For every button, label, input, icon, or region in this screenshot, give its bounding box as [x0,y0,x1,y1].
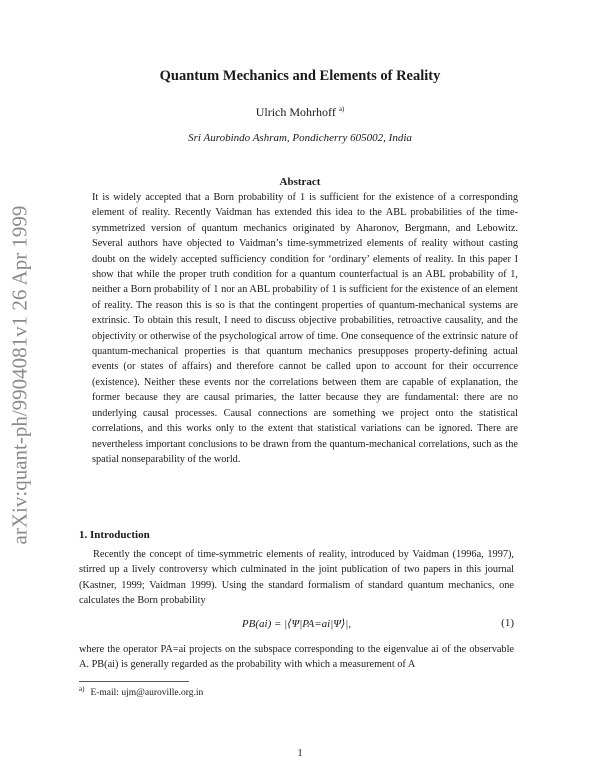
author-affiliation: Sri Aurobindo Ashram, Pondicherry 605002, India [188,132,412,144]
author-line [0,105,600,120]
section-heading-introduction: 1. Introduction [79,529,150,541]
footnote-mark: a) [79,685,85,693]
intro-paragraph-1: Recently the concept of time-symmetric elements of reality, introduced by Vaidman (1996a, 1997), stirred up a lively controversy which culminated in the joint publication of two papers in this journal (Kastner, 1999; Vaidman 1999). Using the standard formalism of standard quantum mechanics, one calculates the Born probability [79,549,514,607]
equation-body: PB(ai) = |⟨Ψ|PA=ai|Ψ⟩|, [241,618,352,630]
abstract-text: It is widely accepted that a Born probability of 1 is sufficient for the existence of a corresponding element of reality. Recently Vaidman has extended this idea to the ABL probabilities of the time-symmetrized version of quantum mechanics originated by Aharonov, Bergmann, and Lebowitz. Several authors have objected to Vaidman’s time-symmetrized elements of reality without casting doubt on the widely accepted sufficiency condition for ‘ordinary’ elements of reality. In this paper I show that while the proper truth condition for a quantum counterfactual is an ABL probability of 1, neither a Born probability of 1 nor an ABL probability of 1 is sufficient for the existence of an element of reality. The reason this is so is that the contingent properties of quantum-mechanical systems are extrinsic. To obtain this result, I need to discuss objective probabilities, retroactive causality, and the objectivity or otherwise of the psychological arrow of time. One consequence of the extrinsic nature of quantum-mechanical properties is that quantum mechanics presupposes property-defining actual events (or states of affairs) and therefore cannot be called upon to account for their occurrence (existence). Neither these events nor the correlations between them are capable of explanation, the former because they are causal primaries, the latter because they are fundamental: there are no underlying causal processes. Causal connections are something we project onto the statistical correlations, and this works only to the extent that statistical variations can be ignored. There are nevertheless important conclusions to be drawn from the quantum-mechanical correlations, such as the spatial nonseparability of the world. [92,192,518,465]
paper-title: Quantum Mechanics and Elements of Reality [159,68,441,84]
arxiv-identifier: arXiv:quant-ph/9904081v1 26 Apr 1999 [7,205,32,545]
footnote [79,685,203,698]
author-name: Ulrich Mohrhoff [255,105,336,119]
intro-paragraph-2: where the operator PA=ai projects on the subspace corresponding to the eigenvalue ai of the observable A. PB(ai) is generally regarded as the probability with which a measurement of A [79,644,514,671]
equation-number: (1) [501,617,514,629]
abstract-heading: Abstract [279,176,321,188]
footnote-divider [79,681,189,682]
author-footnote-mark: a) [338,105,345,113]
footnote-email: E-mail: ujm@auroville.org.in [90,688,204,699]
page-number: 1 [297,748,303,759]
equation-1 [79,617,514,637]
